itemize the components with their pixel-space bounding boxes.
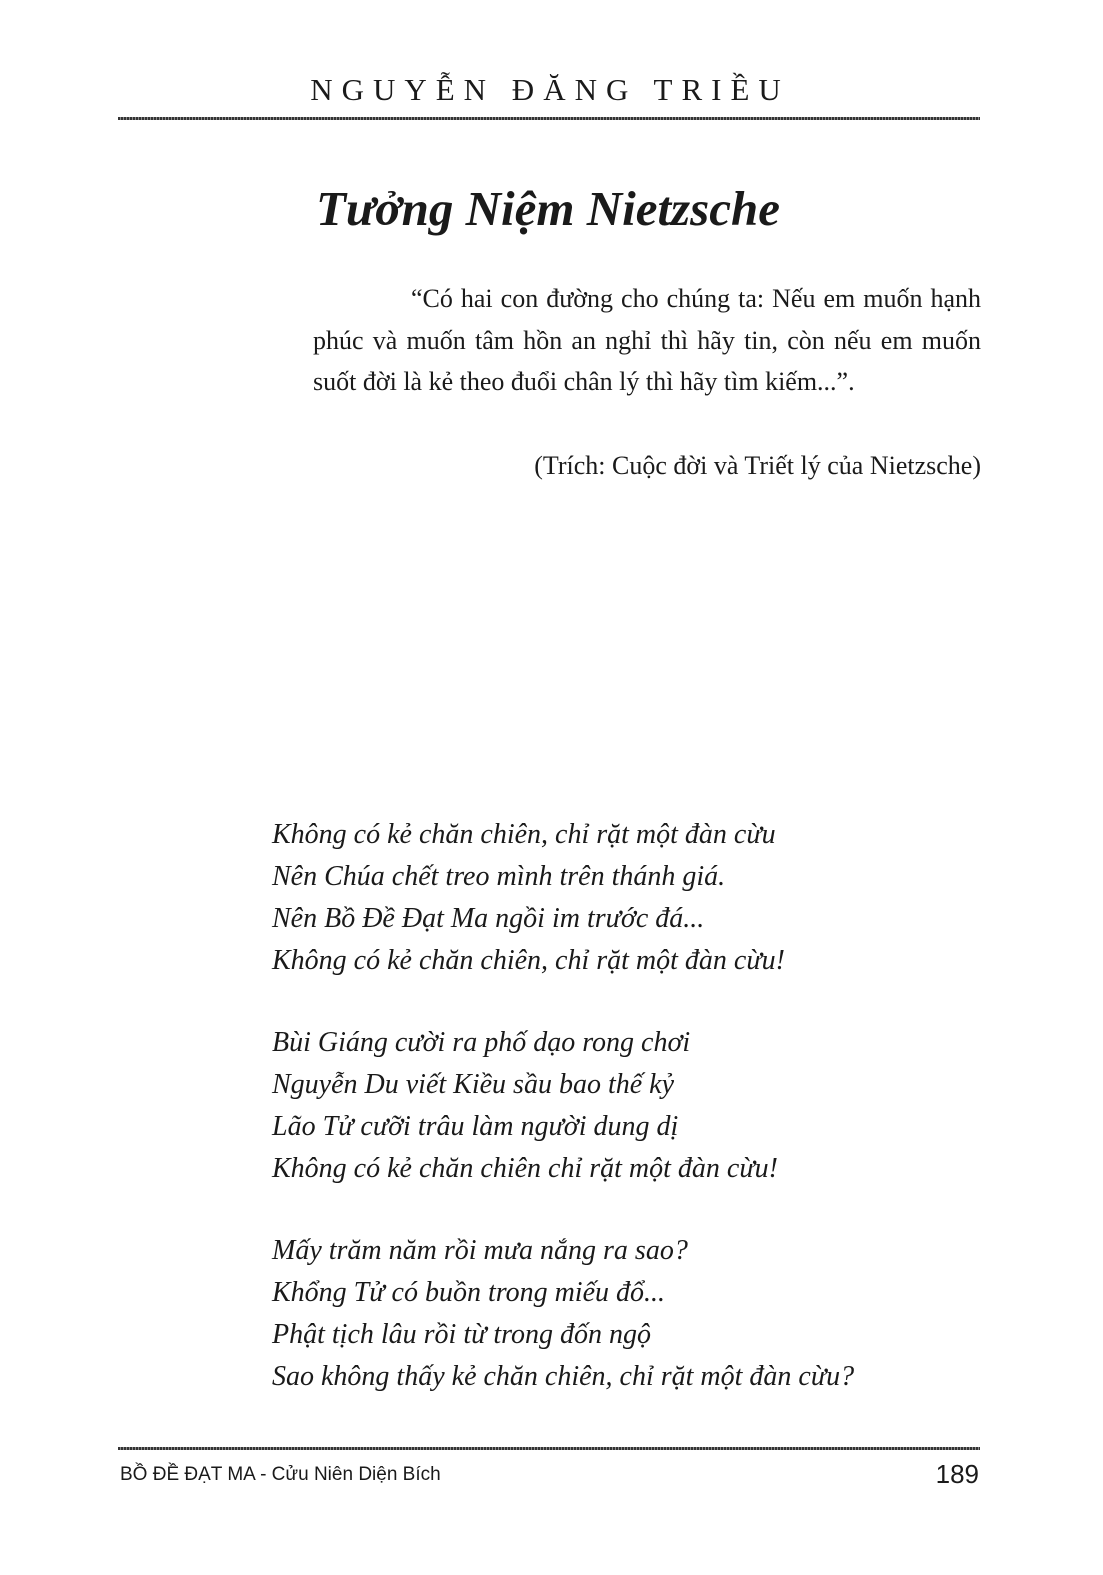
- poem: [272, 814, 854, 1398]
- poem-line: Không có kẻ chăn chiên chỉ rặt một đàn cừu!: [272, 1153, 778, 1184]
- poem-line: Mấy trăm năm rồi mưa nắng ra sao?: [272, 1235, 688, 1266]
- page-title: Tưởng Niệm Nietzsche: [316, 181, 780, 236]
- poem-line: Lão Tử cưỡi trâu làm người dung dị: [272, 1111, 679, 1142]
- poem-line: Bùi Giáng cười ra phố dạo rong chơi: [272, 1027, 691, 1058]
- poem-stanza: [272, 1022, 854, 1190]
- running-header: NGUYỄN ĐĂNG TRIỀU: [310, 72, 790, 107]
- poem-line: Khổng Tử có buồn trong miếu đổ...: [272, 1277, 666, 1308]
- poem-stanza: [272, 1230, 854, 1398]
- footer-rule: [118, 1447, 980, 1450]
- epigraph-source: (Trích: Cuộc đời và Triết lý của Nietzsche): [534, 451, 981, 480]
- poem-line: Nguyễn Du viết Kiều sầu bao thế kỷ: [272, 1069, 675, 1100]
- epigraph-quote: “Có hai con đường cho chúng ta: Nếu em muốn hạnh phúc và muốn tâm hồn an nghỉ thì hãy tin, còn nếu em muốn suốt đời là kẻ theo đuổi chân lý thì hãy tìm kiếm...”.: [313, 284, 981, 396]
- poem-stanza: [272, 814, 854, 982]
- poem-line: Phật tịch lâu rồi từ trong đốn ngộ: [272, 1319, 652, 1350]
- poem-line: Nên Chúa chết treo mình trên thánh giá.: [272, 861, 726, 892]
- epigraph: [313, 278, 981, 403]
- poem-line: Không có kẻ chăn chiên, chỉ rặt một đàn cừu!: [272, 945, 785, 976]
- header-rule: [118, 117, 980, 120]
- poem-line: Không có kẻ chăn chiên, chỉ rặt một đàn cừu: [272, 819, 776, 850]
- poem-line: Nên Bồ Đề Đạt Ma ngồi im trước đá...: [272, 903, 705, 934]
- page-number: 189: [935, 1459, 979, 1489]
- footer-book-title: BỒ ĐỀ ĐẠT MA - Cửu Niên Diện Bích: [120, 1464, 441, 1485]
- poem-line: Sao không thấy kẻ chăn chiên, chỉ rặt một đàn cừu?: [272, 1361, 855, 1392]
